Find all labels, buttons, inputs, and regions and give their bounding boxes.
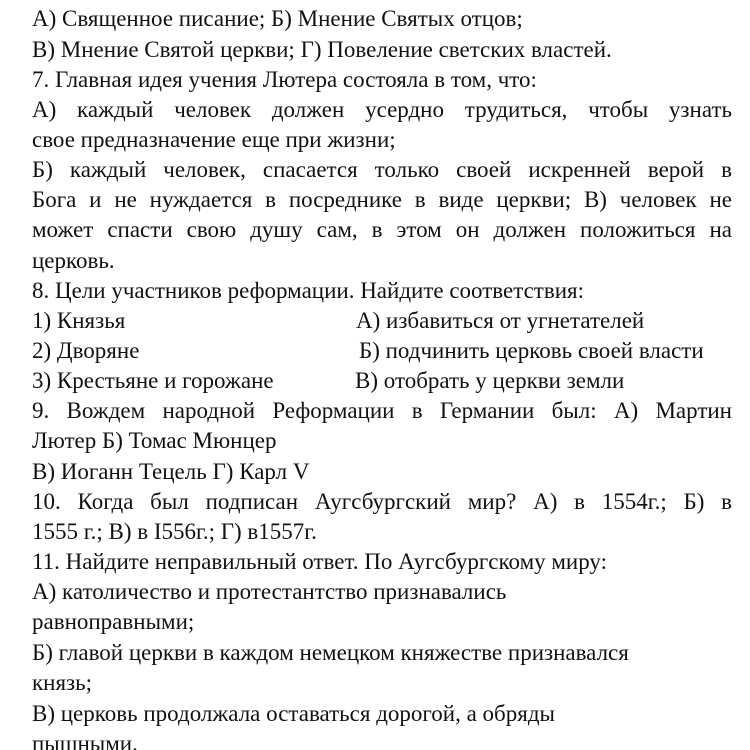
matching-row: [32, 337, 704, 365]
matching-left-item: 3) Крестьяне и горожане: [32, 368, 274, 393]
matching-left-item: 1) Князья: [32, 308, 126, 333]
matching-row: [32, 367, 625, 395]
question-8-title: 8. Цели участников реформации. Найдите соответствия:: [32, 278, 584, 303]
text-line: Б) главой церкви в каждом немецком княжестве признавался: [32, 640, 629, 665]
text-line: может спасти свою душу сам, в этом он должен положиться на: [32, 217, 732, 242]
question-11-title: 11. Найдите неправильный ответ. По Аугсбургскому миру:: [32, 549, 608, 574]
text-line: А) католичество и протестантство признавались: [32, 579, 507, 604]
text-line: свое предназначение еще при жизни;: [32, 127, 396, 152]
text-line: Бога и не нуждается в посреднике в виде церкви; В) человек не: [32, 187, 732, 212]
text-line: князь;: [32, 670, 93, 695]
text-line: Лютер Б) Томас Мюнцер: [32, 428, 277, 453]
question-7-title: 7. Главная идея учения Лютера состояла в том, что:: [32, 67, 537, 92]
matching-right-item: В) отобрать у церкви земли: [355, 368, 625, 393]
question-9-title: 9. Вождем народной Реформации в Германии был: А) Мартин: [32, 398, 732, 423]
text-line: 1555 г.; В) в I556г.; Г) в1557г.: [32, 519, 317, 544]
text-line: А) Священное писание; Б) Мнение Святых отцов;: [32, 6, 523, 31]
text-line: Б) каждый человек, спасается только своей искренней верой в: [32, 157, 732, 182]
matching-row: [32, 307, 645, 335]
text-line: А) каждый человек должен усердно трудиться, чтобы узнать: [32, 97, 732, 122]
text-line: церковь.: [32, 248, 115, 273]
text-line: В) Иоганн Тецель Г) Карл V: [32, 459, 310, 484]
matching-left-item: 2) Дворяне: [32, 338, 140, 363]
matching-right-item: Б) подчинить церковь своей власти: [359, 338, 704, 363]
question-10-title: 10. Когда был подписан Аугсбургский мир? А) в 1554г.; Б) в: [32, 489, 732, 514]
text-line: равноправными;: [32, 609, 195, 634]
matching-right-item: А) избавиться от угнетателей: [356, 308, 645, 333]
text-line: В) церковь продолжала оставаться дорогой, а обряды: [32, 701, 555, 726]
text-line: В) Мнение Святой церкви; Г) Повеление светских властей.: [32, 37, 612, 62]
text-line: пышными.: [32, 731, 138, 750]
